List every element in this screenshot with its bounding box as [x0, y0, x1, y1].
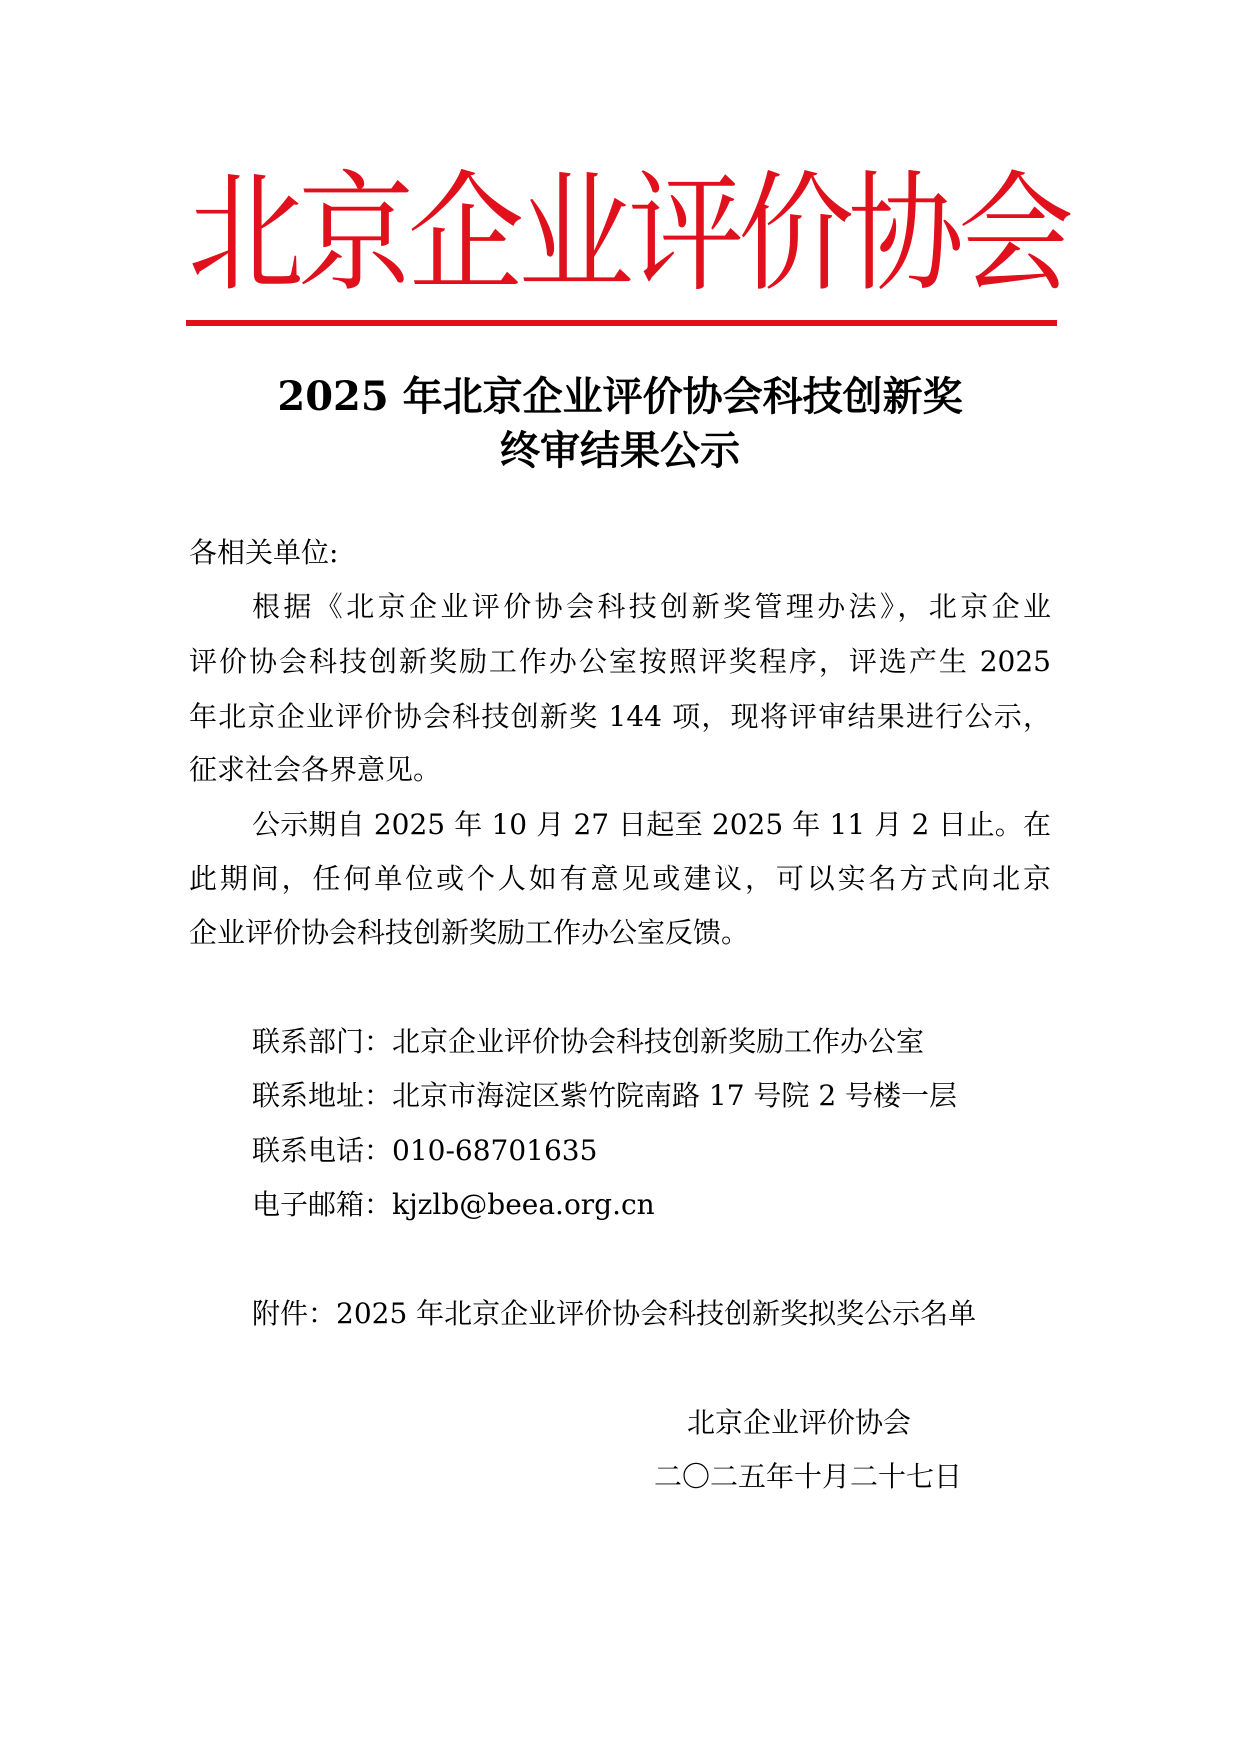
document-title-line-2: 终审结果公示	[500, 427, 740, 474]
attachment-note: 附件：2025 年北京企业评价协会科技创新奖拟奖公示名单	[252, 1297, 977, 1330]
salutation: 各相关单位:	[189, 536, 339, 569]
paragraph-2-line-2: 此期间，任何单位或个人如有意见或建议，可以实名方式向北京	[189, 862, 1051, 895]
contact-phone: 联系电话：010-68701635	[252, 1134, 598, 1167]
contact-address: 联系地址：北京市海淀区紫竹院南路 17 号院 2 号楼一层	[252, 1079, 958, 1112]
signature-org: 北京企业评价协会	[687, 1406, 912, 1439]
paragraph-1-line-4: 征求社会各界意见。	[189, 753, 442, 786]
contact-department: 联系部门：北京企业评价协会科技创新奖励工作办公室	[252, 1025, 925, 1058]
paragraph-2-line-1: 公示期自 2025 年 10 月 27 日起至 2025 年 11 月 2 日止。在	[252, 808, 1051, 841]
letterhead-red-rule	[186, 320, 1057, 326]
signature-date: 二〇二五年十月二十七日	[654, 1460, 963, 1493]
contact-email: 电子邮箱：kjzlb@beea.org.cn	[252, 1188, 655, 1221]
paragraph-1-line-2: 评价协会科技创新奖励工作办公室按照评奖程序，评选产生 2025	[189, 645, 1051, 678]
paragraph-2-line-3: 企业评价协会科技创新奖励工作办公室反馈。	[189, 916, 750, 949]
letterhead-org-name: 北京企业评价协会	[188, 158, 1068, 311]
document-title-line-1: 2025 年北京企业评价协会科技创新奖	[277, 373, 963, 420]
paragraph-1-line-1: 根据《北京企业评价协会科技创新奖管理办法》，北京企业	[252, 590, 1051, 623]
paragraph-1-line-3: 年北京企业评价协会科技创新奖 144 项，现将评审结果进行公示，	[189, 700, 1051, 733]
